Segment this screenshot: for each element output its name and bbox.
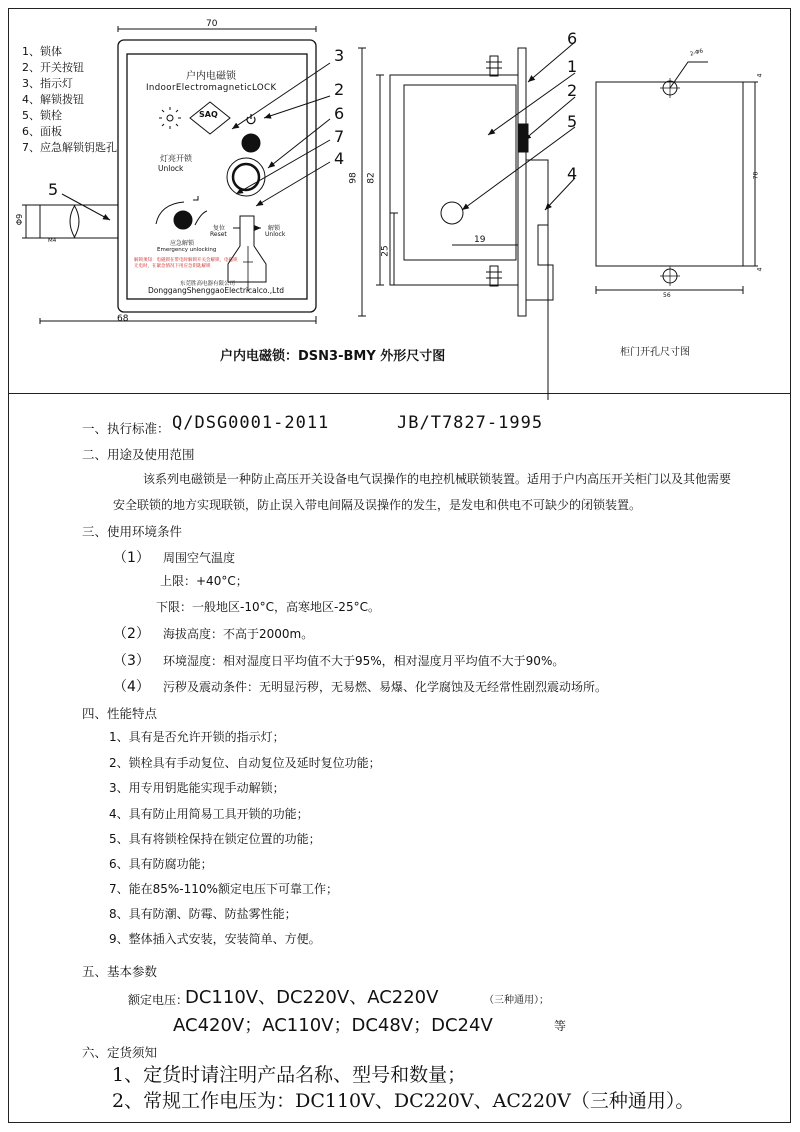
s4-item: 4、具有防止用简易工具开锁的功能； [109, 807, 309, 821]
s1-std2: JB/T7827-1995 [397, 413, 544, 433]
s3-label: 三、使用环境条件 [82, 524, 183, 539]
s1-std1: Q/DSG0001-2011 [172, 413, 330, 433]
dim-hole-w: 56 [663, 292, 671, 299]
s4-item: 2、锁栓具有手动复位、自动复位及延时复位功能； [109, 756, 381, 770]
s4-item: 6、具有防腐功能； [109, 857, 213, 871]
cutout-rect [596, 82, 743, 266]
part-item: 4、解锁拨钮 [22, 93, 84, 106]
dim-width-top: 70 [206, 19, 218, 29]
unlock2-label-cn: 解锁 [268, 225, 281, 232]
company-en: DonggangShenggaoElectricalco.,Ltd [148, 286, 285, 295]
s4-item: 9、整体插入式安装，安装简单、方便。 [109, 932, 321, 946]
slide-guide [228, 216, 266, 282]
side-body [390, 75, 518, 285]
dim-height-inner: 82 [366, 172, 377, 184]
s6-label: 六、定货须知 [82, 1045, 158, 1060]
dim-offset: 25 [380, 245, 391, 257]
s6-item-1: 1、定货时请注明产品名称、型号和数量； [112, 1064, 467, 1086]
s4-item: 1、具有是否允许开锁的指示灯； [109, 730, 285, 744]
switch-button [242, 134, 260, 152]
s4-item: 3、用专用钥匙能实现手动解锁； [109, 781, 285, 795]
part-item: 5、锁栓 [22, 109, 62, 122]
s3-2-text: 海拔高度：不高于2000m。 [163, 627, 314, 641]
part-item: 1、锁体 [22, 45, 62, 58]
callout-side-4: 4 [567, 164, 578, 183]
front-subtitle: IndoorElectromagneticLOCK [146, 83, 277, 93]
dim-phi: Φ9 [15, 213, 25, 226]
s2-para2: 安全联锁的地方实现联锁，防止误入带电间隔及误操作的发生，是发电和供电不可缺少的闭锁装置。 [113, 498, 642, 512]
s5-note: （三种通用）； [484, 995, 549, 1006]
s2-para1: 该系列电磁锁是一种防止高压开关设备电气误操作的电控机械联锁装置。适用于户内高压开关柜门以及其他需要 [143, 472, 732, 486]
s3-2-num: （2） [113, 626, 150, 642]
part-item: 2、开关按钮 [22, 61, 84, 74]
callout-side-2: 2 [567, 81, 578, 100]
emergency-label-en: Emergency unlocking [157, 247, 217, 253]
unlock-label-en: Unlock [158, 164, 184, 173]
s1-label: 一、执行标准： [82, 421, 170, 436]
release-knob [174, 211, 192, 229]
s5-voltages-1: DC110V、DC220V、AC220V [185, 987, 439, 1008]
s5-voltages-2: AC420V；AC110V；DC48V；DC24V [173, 1015, 493, 1036]
reset-label-en: Reset [210, 231, 227, 238]
unlock2-label-en: Unlock [265, 231, 286, 238]
s4-item: 5、具有将锁栓保持在锁定位置的功能； [109, 832, 321, 846]
logo-text: SAQ [199, 110, 218, 119]
s3-3-num: （3） [113, 653, 150, 669]
part-item: 7、应急解锁钥匙孔 [22, 141, 117, 154]
keyhole [233, 164, 259, 190]
emergency-label-cn: 应急解锁 [170, 240, 195, 247]
unlock-label-cn: 灯亮开锁 [160, 154, 192, 163]
callout-front-5: 5 [48, 180, 59, 199]
callout-side-5: 5 [567, 112, 578, 131]
side-panel [518, 48, 526, 316]
reset-label-cn: 复位 [213, 225, 226, 232]
side-pin-circle [441, 202, 463, 224]
company-cn: 东莞胜高电器有限公司 [180, 281, 236, 287]
s4-label: 四、性能特点 [82, 706, 158, 721]
main-caption: 户内电磁锁：DSN3-BMY 外形尺寸图 [220, 349, 446, 364]
warning-text: 解锁须知：电磁锁在带电时解锁开关会解锁，电磁锁无电时，在紧急情况下用应急钥匙解锁 [134, 258, 238, 269]
dim-gap-top: 4 [756, 73, 764, 78]
dim-gap-bottom: 4 [756, 267, 764, 272]
callout-front-2: 2 [334, 80, 345, 99]
s3-4-num: （4） [113, 679, 150, 695]
indicator-lamp-icon [167, 115, 173, 121]
s6-item-2: 2、常规工作电压为：DC110V、DC220V、AC220V（三种通用）。 [112, 1090, 695, 1112]
s4-item: 8、具有防潮、防霉、防盐雾性能； [109, 907, 297, 921]
part-item: 6、面板 [22, 125, 62, 138]
callout-front-4: 4 [334, 149, 345, 168]
front-title: 户内电磁锁 [186, 71, 236, 82]
s3-3-text: 环境湿度：相对湿度日平均值不大于95%，相对湿度月平均值不大于90%。 [163, 654, 565, 668]
dim-hole-dia: 2-Φ6 [689, 48, 704, 58]
dim-hole-h: 78 [752, 171, 760, 180]
part-item: 3、指示灯 [22, 77, 73, 90]
callout-side-1: 1 [567, 57, 578, 76]
technical-drawing [0, 0, 800, 400]
s2-label: 二、用途及使用范围 [82, 447, 195, 462]
cutout-caption: 柜门开孔尺寸图 [620, 347, 690, 358]
s5-prefix: 额定电压： [128, 993, 189, 1007]
dim-depth: 19 [474, 235, 486, 245]
s3-1-upper: 上限：+40°C； [160, 574, 248, 588]
callout-front-3: 3 [334, 46, 345, 65]
callout-front-6: 6 [334, 104, 345, 123]
callout-front-7: 7 [334, 127, 345, 146]
s5-end: 等 [554, 1019, 567, 1033]
s3-4-text: 污秽及震动条件：无明显污秽，无易燃、易爆、化学腐蚀及无经常性剧烈震动场所。 [163, 680, 608, 694]
s4-item: 7、能在85%-110%额定电压下可靠工作； [109, 882, 338, 896]
callout-side-6: 6 [567, 29, 578, 48]
dim-width-bottom: 68 [117, 314, 129, 324]
dim-pin: M4 [48, 238, 57, 244]
s5-label: 五、基本参数 [82, 964, 158, 979]
s3-1-lower: 下限：一般地区-10°C，高寒地区-25°C。 [156, 600, 380, 614]
dim-height-outer: 98 [348, 172, 359, 184]
s3-1-num: （1） [113, 550, 150, 566]
s3-1-title: 周围空气温度 [163, 551, 236, 565]
